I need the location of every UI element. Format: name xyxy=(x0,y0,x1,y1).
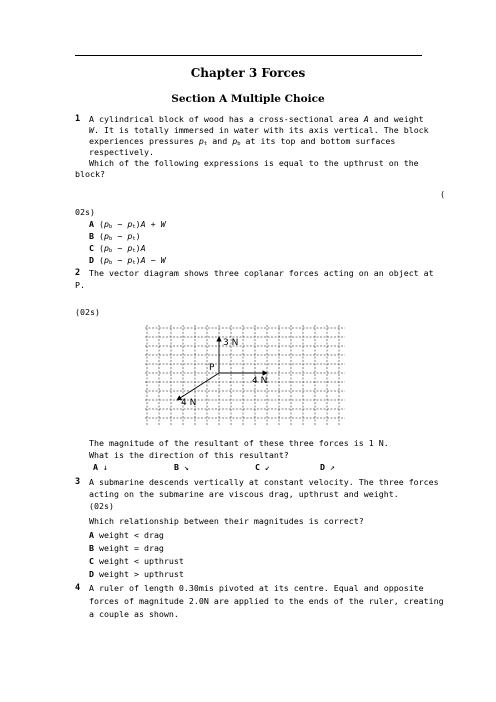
q2-line4: What is the direction of this resultant? xyxy=(89,450,289,460)
q2-line1: The vector diagram shows three coplanar forces acting on an object at xyxy=(89,268,434,278)
force-4n-diagonal-arrow xyxy=(177,373,219,400)
vector-diagram xyxy=(145,325,345,425)
grid xyxy=(145,325,345,425)
q2-line2: P. xyxy=(75,280,85,290)
q4-number: 4 xyxy=(75,583,81,593)
q3-line2: acting on the submarine are viscous drag, upthrust and weight. xyxy=(89,489,399,499)
q1-line2: W. It is totally immersed in water with its axis vertical. The block xyxy=(89,125,429,135)
q2-option-d[interactable]: D ↗ xyxy=(320,462,335,472)
q1-line4: respectively. xyxy=(89,147,154,157)
q3-option-c[interactable]: C weight < upthrust xyxy=(89,556,184,566)
q4-line1: A ruler of length 0.30mis pivoted at its centre. Equal and opposite xyxy=(89,583,424,593)
q1-line5: Which of the following expressions is equal to the upthrust on the xyxy=(89,158,419,168)
q3-option-a[interactable]: A weight < drag xyxy=(89,530,164,540)
q1-option-c[interactable]: C (pb − pt)A xyxy=(89,243,146,254)
q3-option-b[interactable]: B weight = drag xyxy=(89,543,164,553)
q3-source: (02s) xyxy=(89,501,114,511)
header-rule xyxy=(75,55,422,56)
q1-line3: experiences pressures pt and pb at its top and bottom surfaces xyxy=(89,136,396,147)
q4-line3: a couple as shown. xyxy=(89,609,179,619)
q3-option-d[interactable]: D weight > upthrust xyxy=(89,569,184,579)
label-point-p: P xyxy=(209,363,215,373)
q3-number: 3 xyxy=(75,477,81,487)
q1-line6: block? xyxy=(75,169,105,179)
q2-source: (02s) xyxy=(75,307,100,317)
q1-number: 1 xyxy=(75,114,81,124)
q1-option-b[interactable]: B (pb − pt) xyxy=(89,231,141,242)
q1-option-d[interactable]: D (pb − pt)A − W xyxy=(89,255,166,266)
label-4n-diagonal: 4 N xyxy=(181,398,197,408)
q2-option-a[interactable]: A ↓ xyxy=(93,462,108,472)
q1-source: 02s) xyxy=(75,207,95,217)
q1-option-a[interactable]: A (pb − pt)A + W xyxy=(89,219,166,230)
q2-number: 2 xyxy=(75,268,81,278)
section-title: Section A Multiple Choice xyxy=(171,93,325,105)
q2-line3: The magnitude of the resultant of these three forces is 1 N. xyxy=(89,438,389,448)
q1-paren: ( xyxy=(440,189,445,199)
q2-option-b[interactable]: B ↘ xyxy=(174,462,189,472)
chapter-title: Chapter 3 Forces xyxy=(190,66,306,80)
q1-line1: A cylindrical block of wood has a cross-sectional area A and weight xyxy=(89,114,424,124)
q2-option-c[interactable]: C ↙ xyxy=(255,462,270,472)
label-3n-up: 3 N xyxy=(223,338,239,348)
label-4n-right: 4 N xyxy=(252,376,268,386)
q3-line3: Which relationship between their magnitudes is correct? xyxy=(89,516,364,526)
q4-line2: forces of magnitude 2.0N are applied to the ends of the ruler, creating xyxy=(89,596,444,606)
q3-line1: A submarine descends vertically at constant velocity. The three forces xyxy=(89,477,439,487)
